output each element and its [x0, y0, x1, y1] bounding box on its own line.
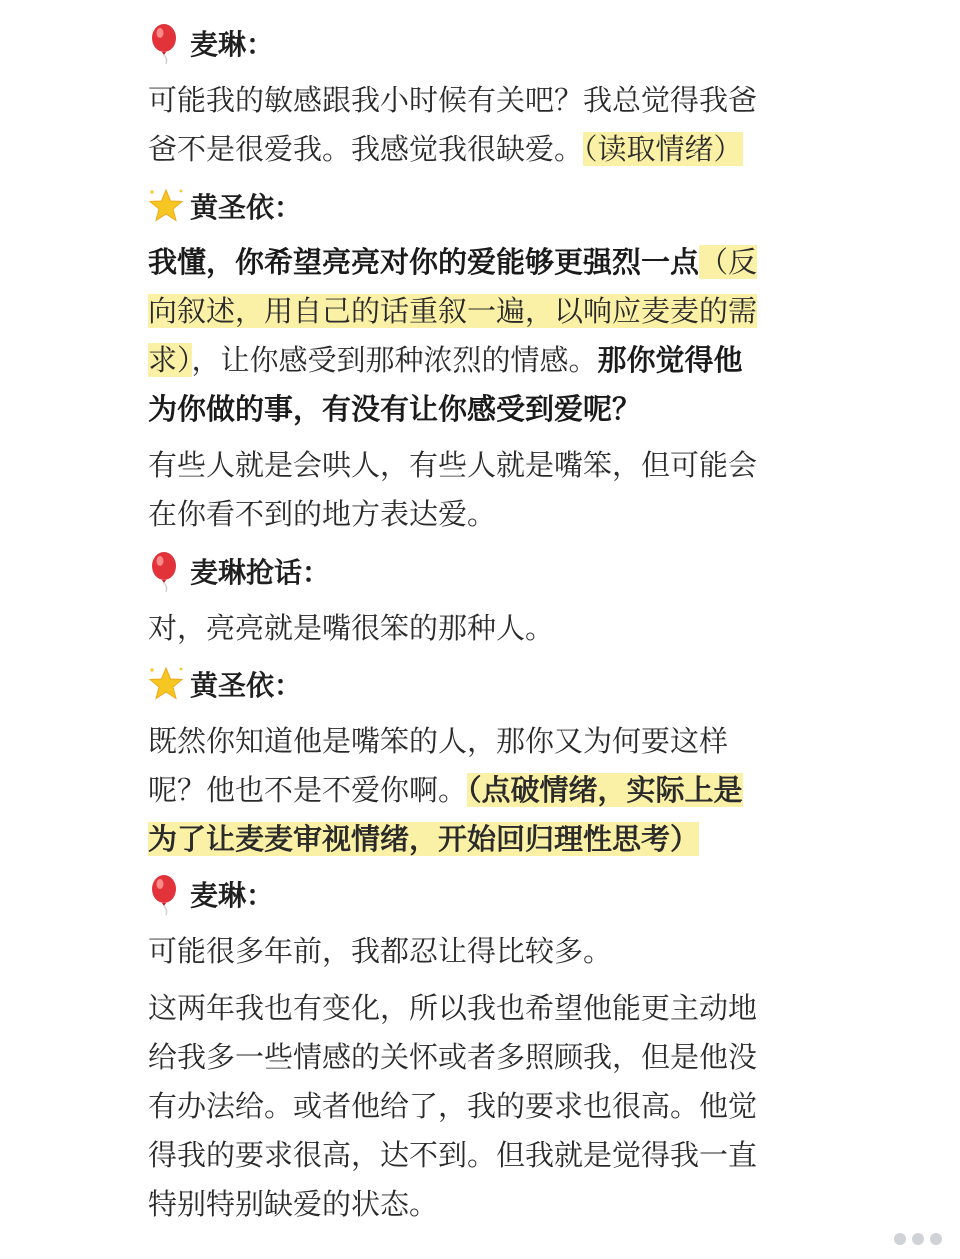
- speaker-name: 麦琳抢话：: [190, 556, 331, 589]
- text-line: [148, 288, 757, 334]
- highlight-annotation: （反: [699, 245, 758, 279]
- highlight-annotation: （点破情绪，实际上是: [467, 773, 743, 807]
- text-line: 对，亮亮就是嘴很笨的那种人。: [148, 611, 555, 645]
- text-line: 我懂，你希望亮亮对你的爱能够更强烈一点（反: [148, 245, 758, 279]
- watermark-dots: [894, 1233, 942, 1245]
- speaker-name: 麦琳：: [190, 879, 275, 912]
- text-line: 有些人就是会哄人，有些人就是嘴笨，但可能会: [148, 448, 758, 482]
- text-line: 既然你知道他是嘴笨的人，那你又为何要这样: [148, 724, 729, 758]
- dot: [894, 1233, 906, 1245]
- text-line: 呢？他也不是不爱你啊。（点破情绪，实际上是: [148, 773, 743, 807]
- red-balloon-icon: [146, 21, 186, 65]
- highlight-annotation: 求）: [148, 343, 192, 377]
- star-icon: [146, 184, 186, 228]
- text-line: 得我的要求很高，达不到。但我就是觉得我一直: [148, 1138, 758, 1172]
- text-line: 可能很多年前，我都忍让得比较多。: [148, 934, 613, 968]
- text-line: 可能我的敏感跟我小时候有关吧？我总觉得我爸: [148, 83, 758, 117]
- text-line: [148, 816, 699, 862]
- text-line: 求），让你感受到那种浓烈的情感。那你觉得他: [148, 343, 743, 377]
- text-line: 有办法给。或者他给了，我的要求也很高。他觉: [148, 1089, 758, 1123]
- dot: [912, 1233, 924, 1245]
- text-line: 爸不是很爱我。我感觉我很缺爱。（读取情绪）: [148, 132, 743, 166]
- text-line: 给我多一些情感的关怀或者多照顾我，但是他没: [148, 1040, 758, 1074]
- speaker-name: 麦琳：: [190, 28, 275, 61]
- speaker-huang: [146, 184, 302, 228]
- highlight-annotation: （读取情绪）: [583, 132, 743, 166]
- speaker-name: 黄圣依：: [190, 669, 303, 702]
- red-balloon-icon: [146, 872, 186, 916]
- speaker-mailin-interrupt: [146, 549, 330, 593]
- text-line: 在你看不到的地方表达爱。: [148, 497, 497, 531]
- text-line: 为你做的事，有没有让你感受到爱呢？: [148, 392, 642, 426]
- star-icon: [146, 662, 186, 706]
- text-line: 这两年我也有变化，所以我也希望他能更主动地: [148, 991, 758, 1025]
- speaker-name: 黄圣依：: [190, 191, 303, 224]
- speaker-mailin: [146, 21, 274, 65]
- red-balloon-icon: [146, 549, 186, 593]
- speaker-huang: [146, 662, 302, 706]
- highlight-annotation: 为了让麦麦审视情绪，开始回归理性思考）: [148, 822, 700, 856]
- text-line: 特别特别缺爱的状态。: [148, 1187, 439, 1221]
- speaker-mailin: [146, 872, 274, 916]
- dot: [930, 1233, 942, 1245]
- highlight-annotation: 向叙述，用自己的话重叙一遍，以响应麦麦的需: [148, 294, 758, 328]
